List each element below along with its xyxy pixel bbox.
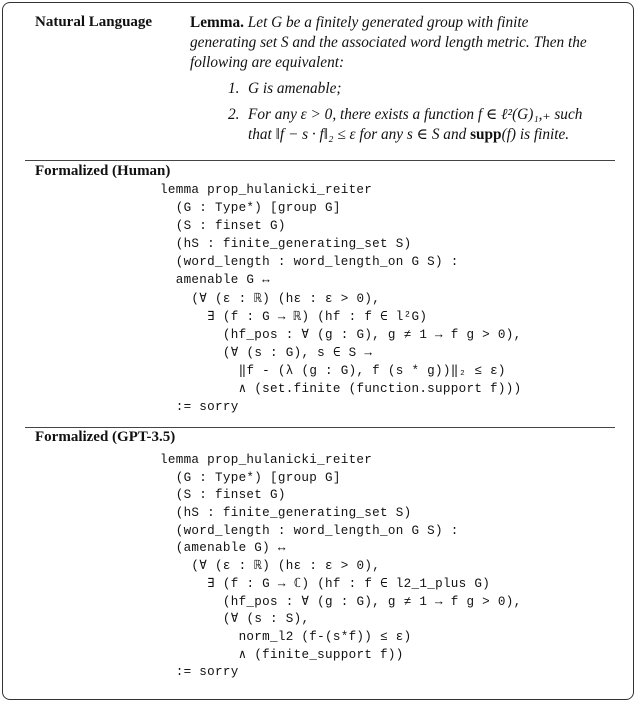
natural-language-heading: Natural Language bbox=[35, 14, 153, 30]
code-line: ‖f - (λ (g : G), f (s * g))‖₂ ≤ ε) bbox=[160, 363, 506, 378]
lemma-text: Let G be a finitely generated group with finite generating set S and the associated word length metric. Then the following are equivalent: bbox=[190, 14, 587, 71]
code-line: ∧ (set.finite (function.support f))) bbox=[160, 382, 522, 397]
formalized-human-heading: Formalized (Human) bbox=[35, 163, 171, 179]
code-line: ∧ (finite_support f)) bbox=[160, 647, 404, 662]
gpt-code-block bbox=[160, 452, 521, 682]
code-line: (hS : finite_generating_set S) bbox=[160, 506, 412, 521]
code-line: (word_length : word_length_on G S) : bbox=[160, 255, 459, 270]
human-code-block bbox=[160, 181, 521, 416]
lemma-label: Lemma. bbox=[190, 14, 244, 31]
code-line: (hf_pos : ∀ (g : G), g ≠ 1 → f g > 0), bbox=[160, 327, 522, 342]
code-line: lemma prop_hulanicki_reiter bbox=[160, 183, 373, 197]
code-line: amenable G ↔ bbox=[160, 273, 271, 288]
lemma-statement bbox=[190, 13, 590, 151]
code-line: (∀ (ε : ℝ) (hε : ε > 0), bbox=[160, 291, 381, 306]
code-line: (G : Type*) [group G] bbox=[160, 470, 341, 485]
code-line: ∃ (f : G → ℂ) (hf : f ∈ l2_1_plus G) bbox=[160, 576, 491, 591]
code-line: (S : finset G) bbox=[160, 219, 286, 234]
formalized-gpt-heading: Formalized (GPT-3.5) bbox=[35, 429, 176, 445]
list-item bbox=[228, 79, 590, 99]
code-line: lemma prop_hulanicki_reiter bbox=[160, 453, 373, 467]
code-line: (G : Type*) [group G] bbox=[160, 201, 341, 216]
item-number: 2. bbox=[228, 106, 240, 123]
item-text-end: (f) is finite. bbox=[501, 126, 570, 143]
section-divider bbox=[25, 160, 615, 161]
code-line: := sorry bbox=[160, 665, 239, 680]
code-line: := sorry bbox=[160, 400, 239, 415]
code-line: (∀ (s : S), bbox=[160, 612, 310, 627]
code-line: (hf_pos : ∀ (g : G), g ≠ 1 → f g > 0), bbox=[160, 594, 522, 609]
supp-operator: supp bbox=[470, 126, 502, 143]
code-line: ∃ (f : G → ℝ) (hf : f ∈ l²G) bbox=[160, 309, 428, 324]
code-line: (∀ (s : G), s ∈ S → bbox=[160, 345, 373, 360]
item-text: G is amenable; bbox=[248, 80, 342, 97]
code-line: (amenable G) ↔ bbox=[160, 541, 286, 556]
item-number: 1. bbox=[228, 80, 240, 97]
code-line: (word_length : word_length_on G S) : bbox=[160, 523, 459, 538]
list-item bbox=[228, 105, 590, 145]
code-line: (∀ (ε : ℝ) (hε : ε > 0), bbox=[160, 559, 381, 574]
code-line: (hS : finite_generating_set S) bbox=[160, 237, 412, 252]
item-text: For any ε > 0, there exists a function f ∈ ℓ²(G)₁,₊ such that ‖f − s · f‖₂ ≤ ε for any s ∈ S and bbox=[248, 106, 583, 143]
section-divider bbox=[25, 427, 615, 428]
code-line: (S : finset G) bbox=[160, 488, 286, 503]
code-line: norm_l2 (f-(s*f)) ≤ ε) bbox=[160, 629, 412, 644]
equivalence-list bbox=[228, 79, 590, 145]
